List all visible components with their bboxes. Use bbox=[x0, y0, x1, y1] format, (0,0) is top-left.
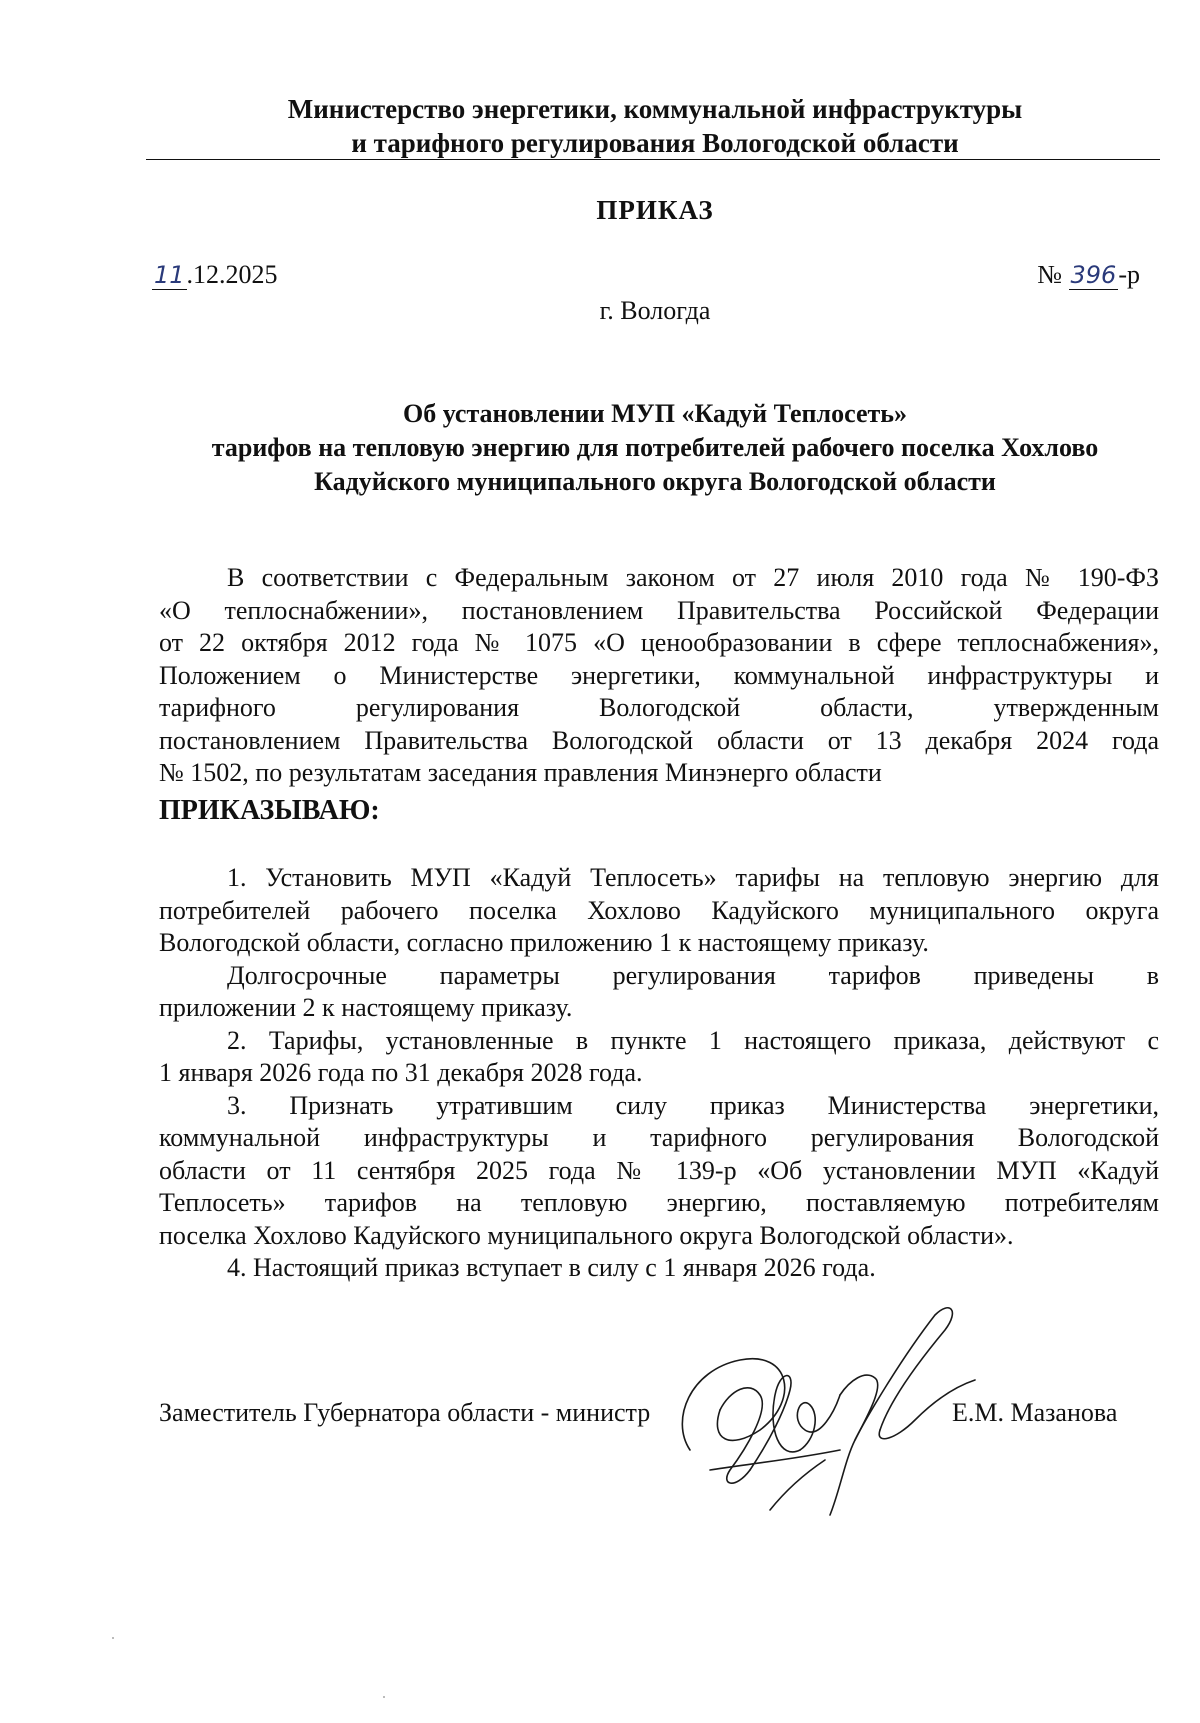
preamble-paragraph bbox=[159, 562, 1159, 790]
ministry-header bbox=[150, 92, 1160, 160]
order-date bbox=[152, 260, 278, 290]
handwritten-signature bbox=[650, 1300, 980, 1530]
item-line: 3. Признать утратившим силу приказ Министерства энергетики, bbox=[227, 1090, 1159, 1120]
item-line: 1. Установить МУП «Кадуй Теплосеть» тарифы на тепловую энергию для bbox=[227, 863, 1159, 892]
order-city: г. Вологда bbox=[599, 296, 711, 325]
preamble-line: тарифного регулирования Вологодской области, утвержденным bbox=[159, 693, 1159, 722]
preamble-line: постановлением Правительства Вологодской области от 13 декабря 2024 года bbox=[159, 725, 1159, 755]
item-line: 2. Тарифы, установленные в пункте 1 настоящего приказа, действуют с bbox=[227, 1025, 1159, 1055]
scan-speck bbox=[383, 1696, 385, 1698]
item-line: потребителей рабочего поселка Хохлово Кадуйского муниципального округа bbox=[159, 895, 1159, 925]
decree-word: ПРИКАЗЫВАЮ: bbox=[159, 795, 380, 826]
item-line: 4. Настоящий приказ вступает в силу с 1 января 2026 года. bbox=[227, 1253, 876, 1282]
preamble-line: «О теплоснабжении», постановлением Правительства Российской Федерации bbox=[159, 595, 1159, 625]
order-subject bbox=[150, 397, 1160, 499]
order-title: ПРИКАЗ bbox=[596, 195, 714, 225]
order-items bbox=[159, 862, 1159, 1285]
subject-line-2: тарифов на тепловую энергию для потребителей рабочего поселка Хохлово bbox=[211, 433, 1099, 462]
preamble-line: от 22 октября 2012 года № 1075 «О ценообразовании в сфере теплоснабжения», bbox=[159, 628, 1159, 657]
handwritten-number: 396 bbox=[1070, 261, 1117, 289]
preamble-line: В соответствии с Федеральным законом от 27 июля 2010 года № 190-ФЗ bbox=[227, 563, 1159, 592]
scan-speck bbox=[112, 1637, 114, 1639]
item-line: Долгосрочные параметры регулирования тарифов приведены в bbox=[227, 960, 1159, 990]
subject-line-3: Кадуйского муниципального округа Вологодской области bbox=[314, 467, 996, 496]
number-prefix: № bbox=[1037, 260, 1069, 289]
item-line: Теплосеть» тарифов на тепловую энергию, поставляемую потребителям bbox=[159, 1188, 1159, 1217]
handwritten-day: 11 bbox=[154, 261, 185, 289]
ministry-line-1: Министерство энергетики, коммунальной инфраструктуры bbox=[287, 94, 1023, 124]
date-month-year: .12.2025 bbox=[186, 260, 278, 289]
preamble-line: Положением о Министерстве энергетики, коммунальной инфраструктуры и bbox=[159, 660, 1159, 690]
item-line: коммунальной инфраструктуры и тарифного регулирования Вологодской bbox=[159, 1123, 1159, 1152]
ministry-line-2: и тарифного регулирования Вологодской области bbox=[351, 128, 959, 158]
subject-line-1: Об установлении МУП «Кадуй Теплосеть» bbox=[402, 399, 908, 428]
signatory-name: Е.М. Мазанова bbox=[952, 1398, 1118, 1427]
preamble-line: № 1502, по результатам заседания правления Минэнерго области bbox=[159, 758, 882, 787]
order-number bbox=[1037, 260, 1140, 290]
item-line: 1 января 2026 года по 31 декабря 2028 года. bbox=[159, 1058, 643, 1087]
item-line: области от 11 сентября 2025 года № 139-р «Об установлении МУП «Кадуй bbox=[159, 1155, 1159, 1185]
header-divider bbox=[146, 159, 1160, 160]
item-line: поселка Хохлово Кадуйского муниципального округа Вологодской области». bbox=[159, 1220, 1014, 1250]
item-line: Вологодской области, согласно приложению 1 к настоящему приказу. bbox=[159, 928, 929, 957]
item-line: приложении 2 к настоящему приказу. bbox=[159, 993, 573, 1022]
number-suffix: -р bbox=[1118, 260, 1140, 289]
signatory-position: Заместитель Губернатора области - министр bbox=[159, 1398, 651, 1427]
